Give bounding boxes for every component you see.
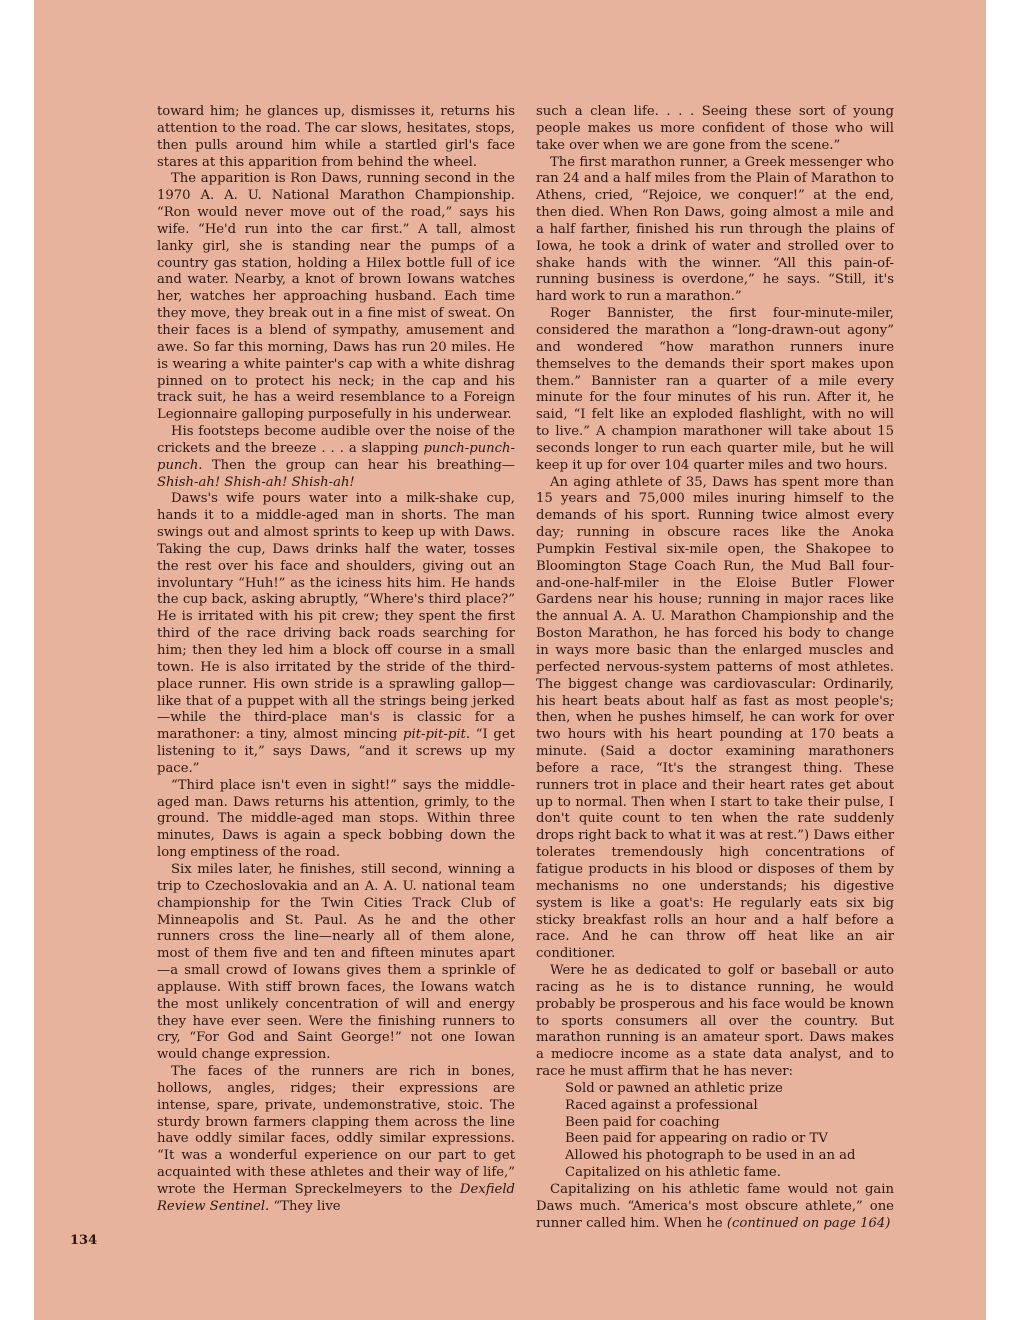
list-item: Allowed his photograph to be used in an ad [565,1148,856,1164]
list-item: Raced against a professional [565,1097,758,1113]
text-run: Capitalizing on his athletic fame would not gain Daws much. “America's most obscure athlete,” one runner called him. When he [536,1182,894,1231]
text-run: Then the group can hear his breathing— [202,457,515,473]
magazine-page [34,0,986,1320]
paragraph: Six miles later, he finishes, still second, winning a trip to Czechoslovakia and an A. A. U. national team championship for the Twin Cities Track Club of Minneapolis and St. Paul. As he and the other runners cross the line—nearly all of them alone, most of them five and ten and fifteen minutes apart—a small crowd of Iowans gives them a sprinkle of applause. With stiff brown faces, the Iowans watch the most unlikely concentration of will and energy they have ever seen. Were the finishing runners to cry, “For God and Saint George!” not one Iowan would change expression. [157,861,515,1063]
italic-text: punch-punch-punch. [157,440,515,473]
text-run: Daws's wife pours water into a milk-shake cup, hands it to a middle-aged man in shorts. The man swings out and almost sprints to keep up with Daws. Taking the cup, Daws drinks half the water, tosses the rest over his face and shoulders, giving out an involuntary “Huh!” as the iciness hits him. He hands the cup back, asking abruptly, “Where's third place?” He is irritated with his pit crew; they spent the first third of the race driving back roads searching for him; then they led him a block off course in a small town. He is also irritated by the stride of the third-place runner. His own stride is a sprawling gallop—like that of a puppet with all the strings being jerked—while the third-place man's is classic for a marathoner: a tiny, almost mincing [157,491,515,743]
amateur-rules-list [536,1081,894,1182]
right-column [536,104,894,1233]
paragraph [157,1064,515,1216]
page-number: 134 [70,1233,98,1248]
list-item: Sold or pawned an athletic prize [565,1080,783,1096]
paragraph: The apparition is Ron Daws, running second in the 1970 A. A. U. National Marathon Championship. “Ron would never move out of the road,” says his wife. “He'd run into the car first.” A tall, almost lanky girl, she is standing near the pumps of a country gas station, holding a Hilex bottle full of ice and water. Nearby, a knot of brown Iowans watches her, watches her approaching husband. Each time they move, they break out in a fine mist of sweat. On their faces is a blend of sympathy, amusement and awe. So far this morning, Daws has run 20 miles. He is wearing a white painter's cap with a white dishrag pinned on to protect his neck; in the cap and his track suit, he has a weird resemblance to a Foreign Legionnaire galloping purposefully in his underwear. [157,171,515,423]
paragraph: An aging athlete of 35, Daws has spent more than 15 years and 75,000 miles inuring himself to the demands of his sport. Running twice almost every day; running in obscure races like the Anoka Pumpkin Festival six-mile open, the Shakopee to Bloomington Stage Coach Run, the Mud Ball four-and-one-half-miler in the Eloise Butler Flower Gardens near his house; running in major races like the annual A. A. U. Marathon Championship and the Boston Marathon, he has forced his body to change in ways more basic than the enlarged muscles and perfected nervous-system patterns of most athletes. The biggest change was cardiovascular: Ordinarily, his heart beats about half as fast as most people's; then, when he pushes himself, he can work for over two hours with his heart pounding at 170 beats a minute. (Said a doctor examining marathoners before a race, “It's the strangest thing. These runners trot in place and their heart rates get about up to normal. Then when I start to take their pulse, I don't quite count to ten when the rate suddenly drops right back to what it was at rest.”) Daws either tolerates tremendously high concentrations of fatigue products in his blood or disposes of them by mechanisms no one understands; his digestive system is like a goat's: He regularly eats six big sticky breakfast rolls an hour and a half before a race. And he can throw off heat like an air conditioner. [536,474,894,962]
paragraph: The first marathon runner, a Greek messenger who ran 24 and a half miles from the Plain of Marathon to Athens, cried, “Rejoice, we conquer!” at the end, then died. When Ron Daws, going almost a mile and a half farther, finished his run through the plains of Iowa, he took a drink of water and strolled over to shake hands with the winner. “All this pain-of-running business is overdone,” he says. “Still, it's hard work to run a marathon.” [536,154,894,305]
paragraph: “Third place isn't even in sight!” says the middle-aged man. Daws returns his attention, grimly, to the ground. The middle-aged man stops. Within three minutes, Daws is again a speck bobbing down the long emptiness of the road. [157,777,515,861]
list-item: Been paid for coaching [565,1114,720,1130]
paragraph: Roger Bannister, the first four-minute-miler, considered the marathon a “long-drawn-out agony” and wondered “how marathon runners inure themselves to the demands their sport makes upon them.” Bannister ran a quarter of a mile every minute for the four minutes of his run. After it, he said, “I felt like an exploded flashlight, with no will to live.” A champion marathoner will take about 15 seconds longer to run each quarter mile, but he will keep it up for over 104 quarter miles and two hours. [536,306,894,473]
text-run: “They live [269,1198,341,1214]
italic-text: Dexfield Review Sentinel. [157,1182,515,1214]
paragraph [157,424,515,491]
paragraph [157,491,515,777]
continued-note: (continued on page 164) [726,1215,891,1231]
text-run: “I get listening to it,” says Daws, “and it screws up my pace.” [157,727,515,776]
list-item: Capitalized on his athletic fame. [565,1165,781,1181]
paragraph: toward him; he glances up, dismisses it, returns his attention to the road. The car slows, hesitates, stops, then pulls around him while a startled girl's face stares at this apparition from behind the wheel. [157,104,515,170]
text-run: His footsteps become audible over the noise of the crickets and the breeze . . . a slapping [157,424,515,456]
italic-text: pit-pit-pit. [403,727,471,743]
paragraph [536,1182,894,1233]
italic-text: Shish-ah! Shish-ah! Shish-ah! [157,474,355,490]
paragraph: such a clean life. . . . Seeing these sort of young people makes us more confident of those who will take over when we are gone from the scene.” [536,104,894,153]
paragraph: Were he as dedicated to golf or baseball or auto racing as he is to distance running, he would probably be prosperous and his face would be known to sports consumers all over the country. But marathon running is an amateur sport. Daws makes a mediocre income as a state data analyst, and to race he must affirm that he has never: [536,963,894,1080]
left-column [157,104,515,1216]
text-run: The faces of the runners are rich in bones, hollows, angles, ridges; their expressions are intense, spare, private, undemonstrative, stoic. The sturdy brown farmers clapping them across the line have oddly similar faces, oddly similar expressions. “It was a wonderful experience on our part to get acquainted with these athletes and their way of life,” wrote the Herman Spreckelmeyers to the [157,1064,515,1197]
list-item: Been paid for appearing on radio or TV [565,1131,828,1147]
